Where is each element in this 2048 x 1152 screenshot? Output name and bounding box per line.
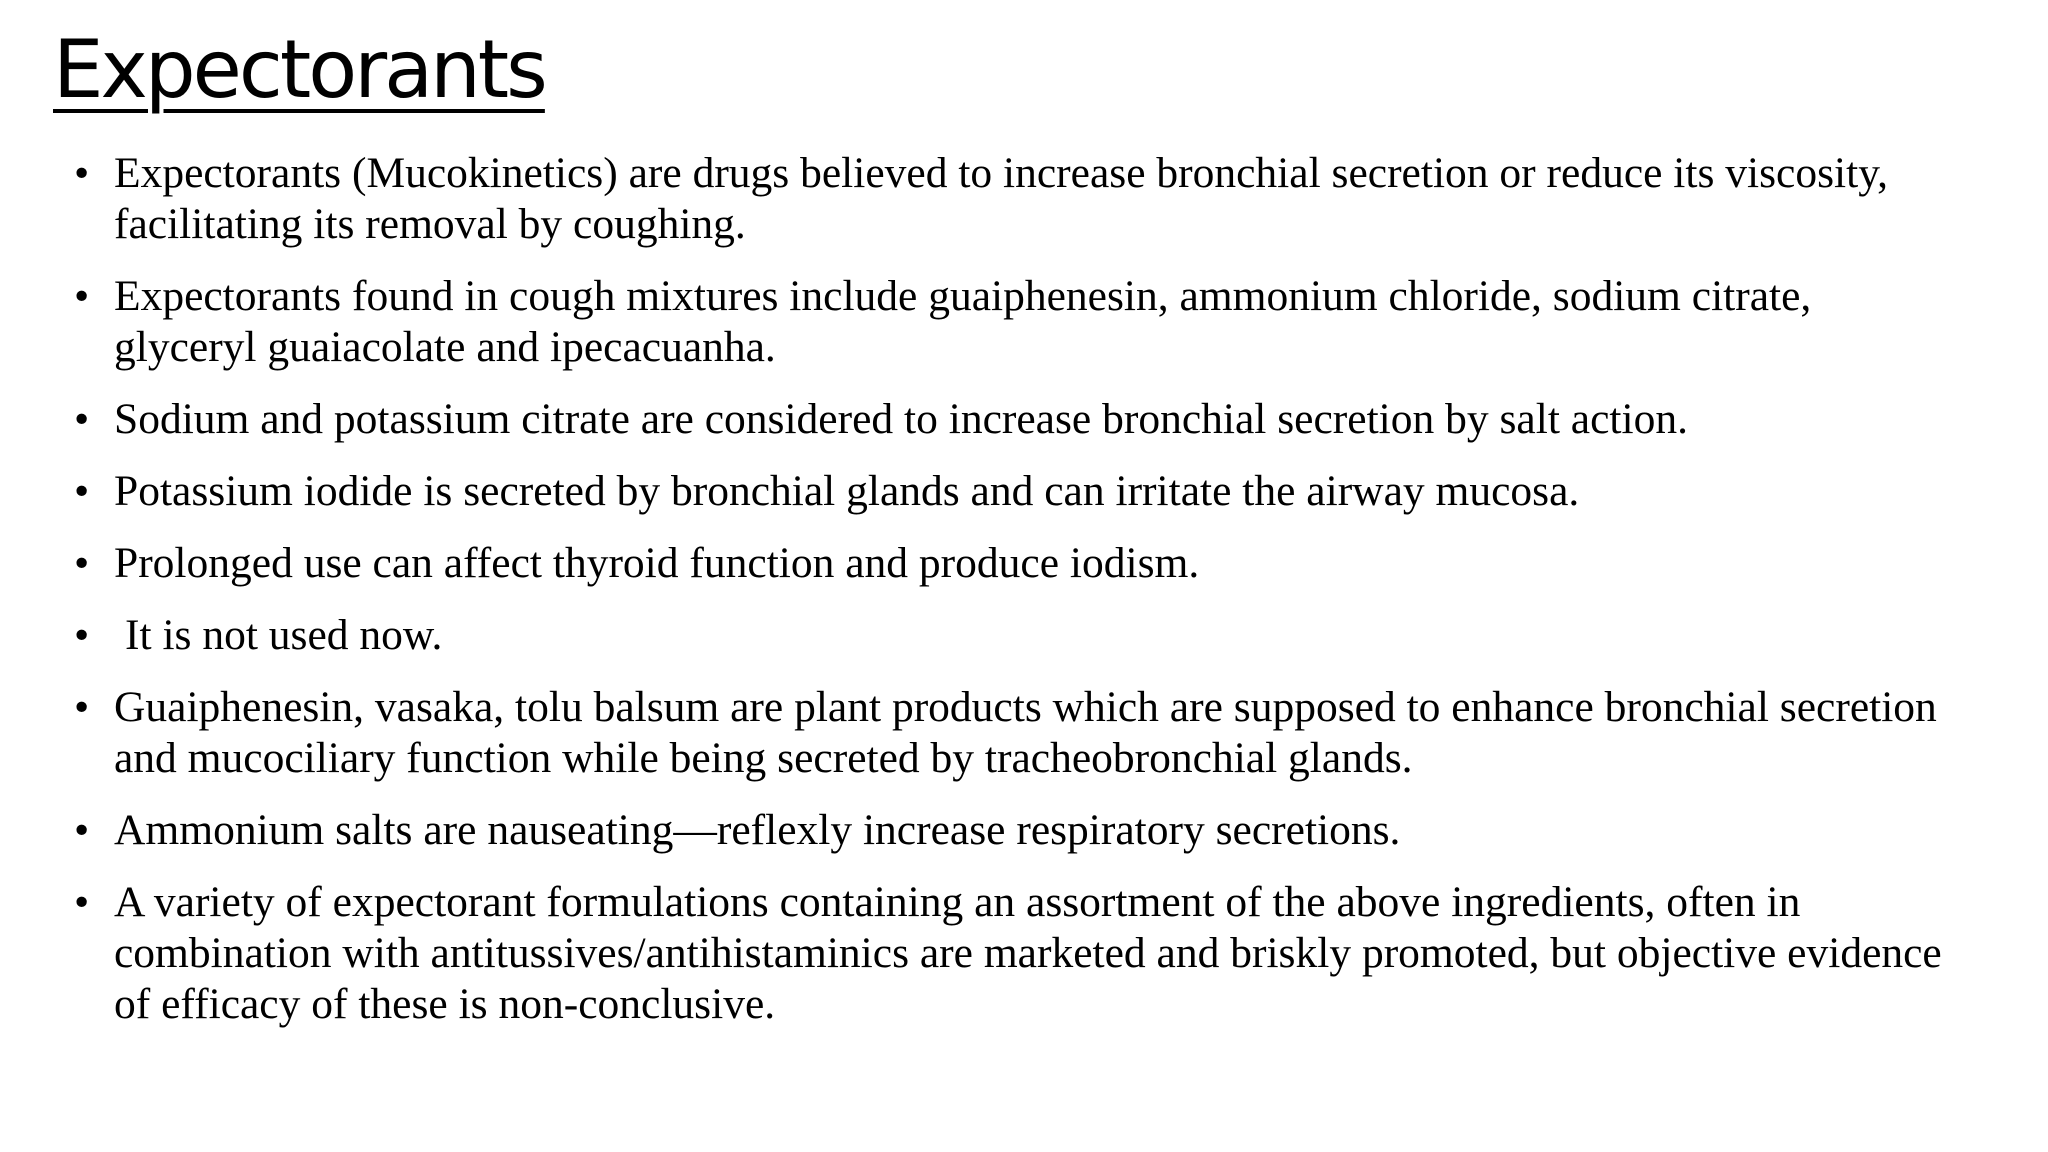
bullet-marker: • <box>74 149 90 197</box>
bullet-item <box>74 466 1974 517</box>
bullet-item <box>74 805 1974 856</box>
bullet-marker: • <box>74 683 90 731</box>
bullet-marker: • <box>74 539 90 587</box>
bullet-marker: • <box>74 395 90 443</box>
bullet-item <box>74 610 1974 661</box>
slide-title: Expectorants <box>53 23 545 116</box>
bullet-list <box>74 148 1974 1051</box>
bullet-text: Expectorants (Mucokinetics) are drugs believed to increase bronchial secretion or reduce its viscosity, facilitating its removal by coughing. <box>114 149 1889 248</box>
bullet-item <box>74 682 1974 784</box>
bullet-marker: • <box>74 272 90 320</box>
bullet-item <box>74 877 1974 1030</box>
bullet-item <box>74 271 1974 373</box>
bullet-text: Guaiphenesin, vasaka, tolu balsum are plant products which are supposed to enhance bronchial secretion and mucociliary function while being secreted by tracheobronchial glands. <box>114 683 1937 782</box>
bullet-text: A variety of expectorant formulations containing an assortment of the above ingredients, often in combination with antitussives/antihistaminics are marketed and briskly promoted, but objective evidence of efficacy of these is non-conclusive. <box>114 878 1942 1028</box>
bullet-marker: • <box>74 806 90 854</box>
bullet-text: Prolonged use can affect thyroid function and produce iodism. <box>114 539 1200 587</box>
bullet-text: Potassium iodide is secreted by bronchial glands and can irritate the airway mucosa. <box>114 467 1580 515</box>
bullet-marker: • <box>74 878 90 926</box>
bullet-text: Ammonium salts are nauseating—reflexly increase respiratory secretions. <box>114 806 1401 854</box>
bullet-text: Sodium and potassium citrate are considered to increase bronchial secretion by salt action. <box>114 395 1688 443</box>
bullet-item <box>74 148 1974 250</box>
bullet-text: It is not used now. <box>125 611 443 659</box>
bullet-marker: • <box>74 611 90 659</box>
bullet-item <box>74 394 1974 445</box>
bullet-text: Expectorants found in cough mixtures include guaiphenesin, ammonium chloride, sodium citrate, glyceryl guaiacolate and ipecacuanha. <box>114 272 1812 371</box>
bullet-marker: • <box>74 467 90 515</box>
bullet-item <box>74 538 1974 589</box>
